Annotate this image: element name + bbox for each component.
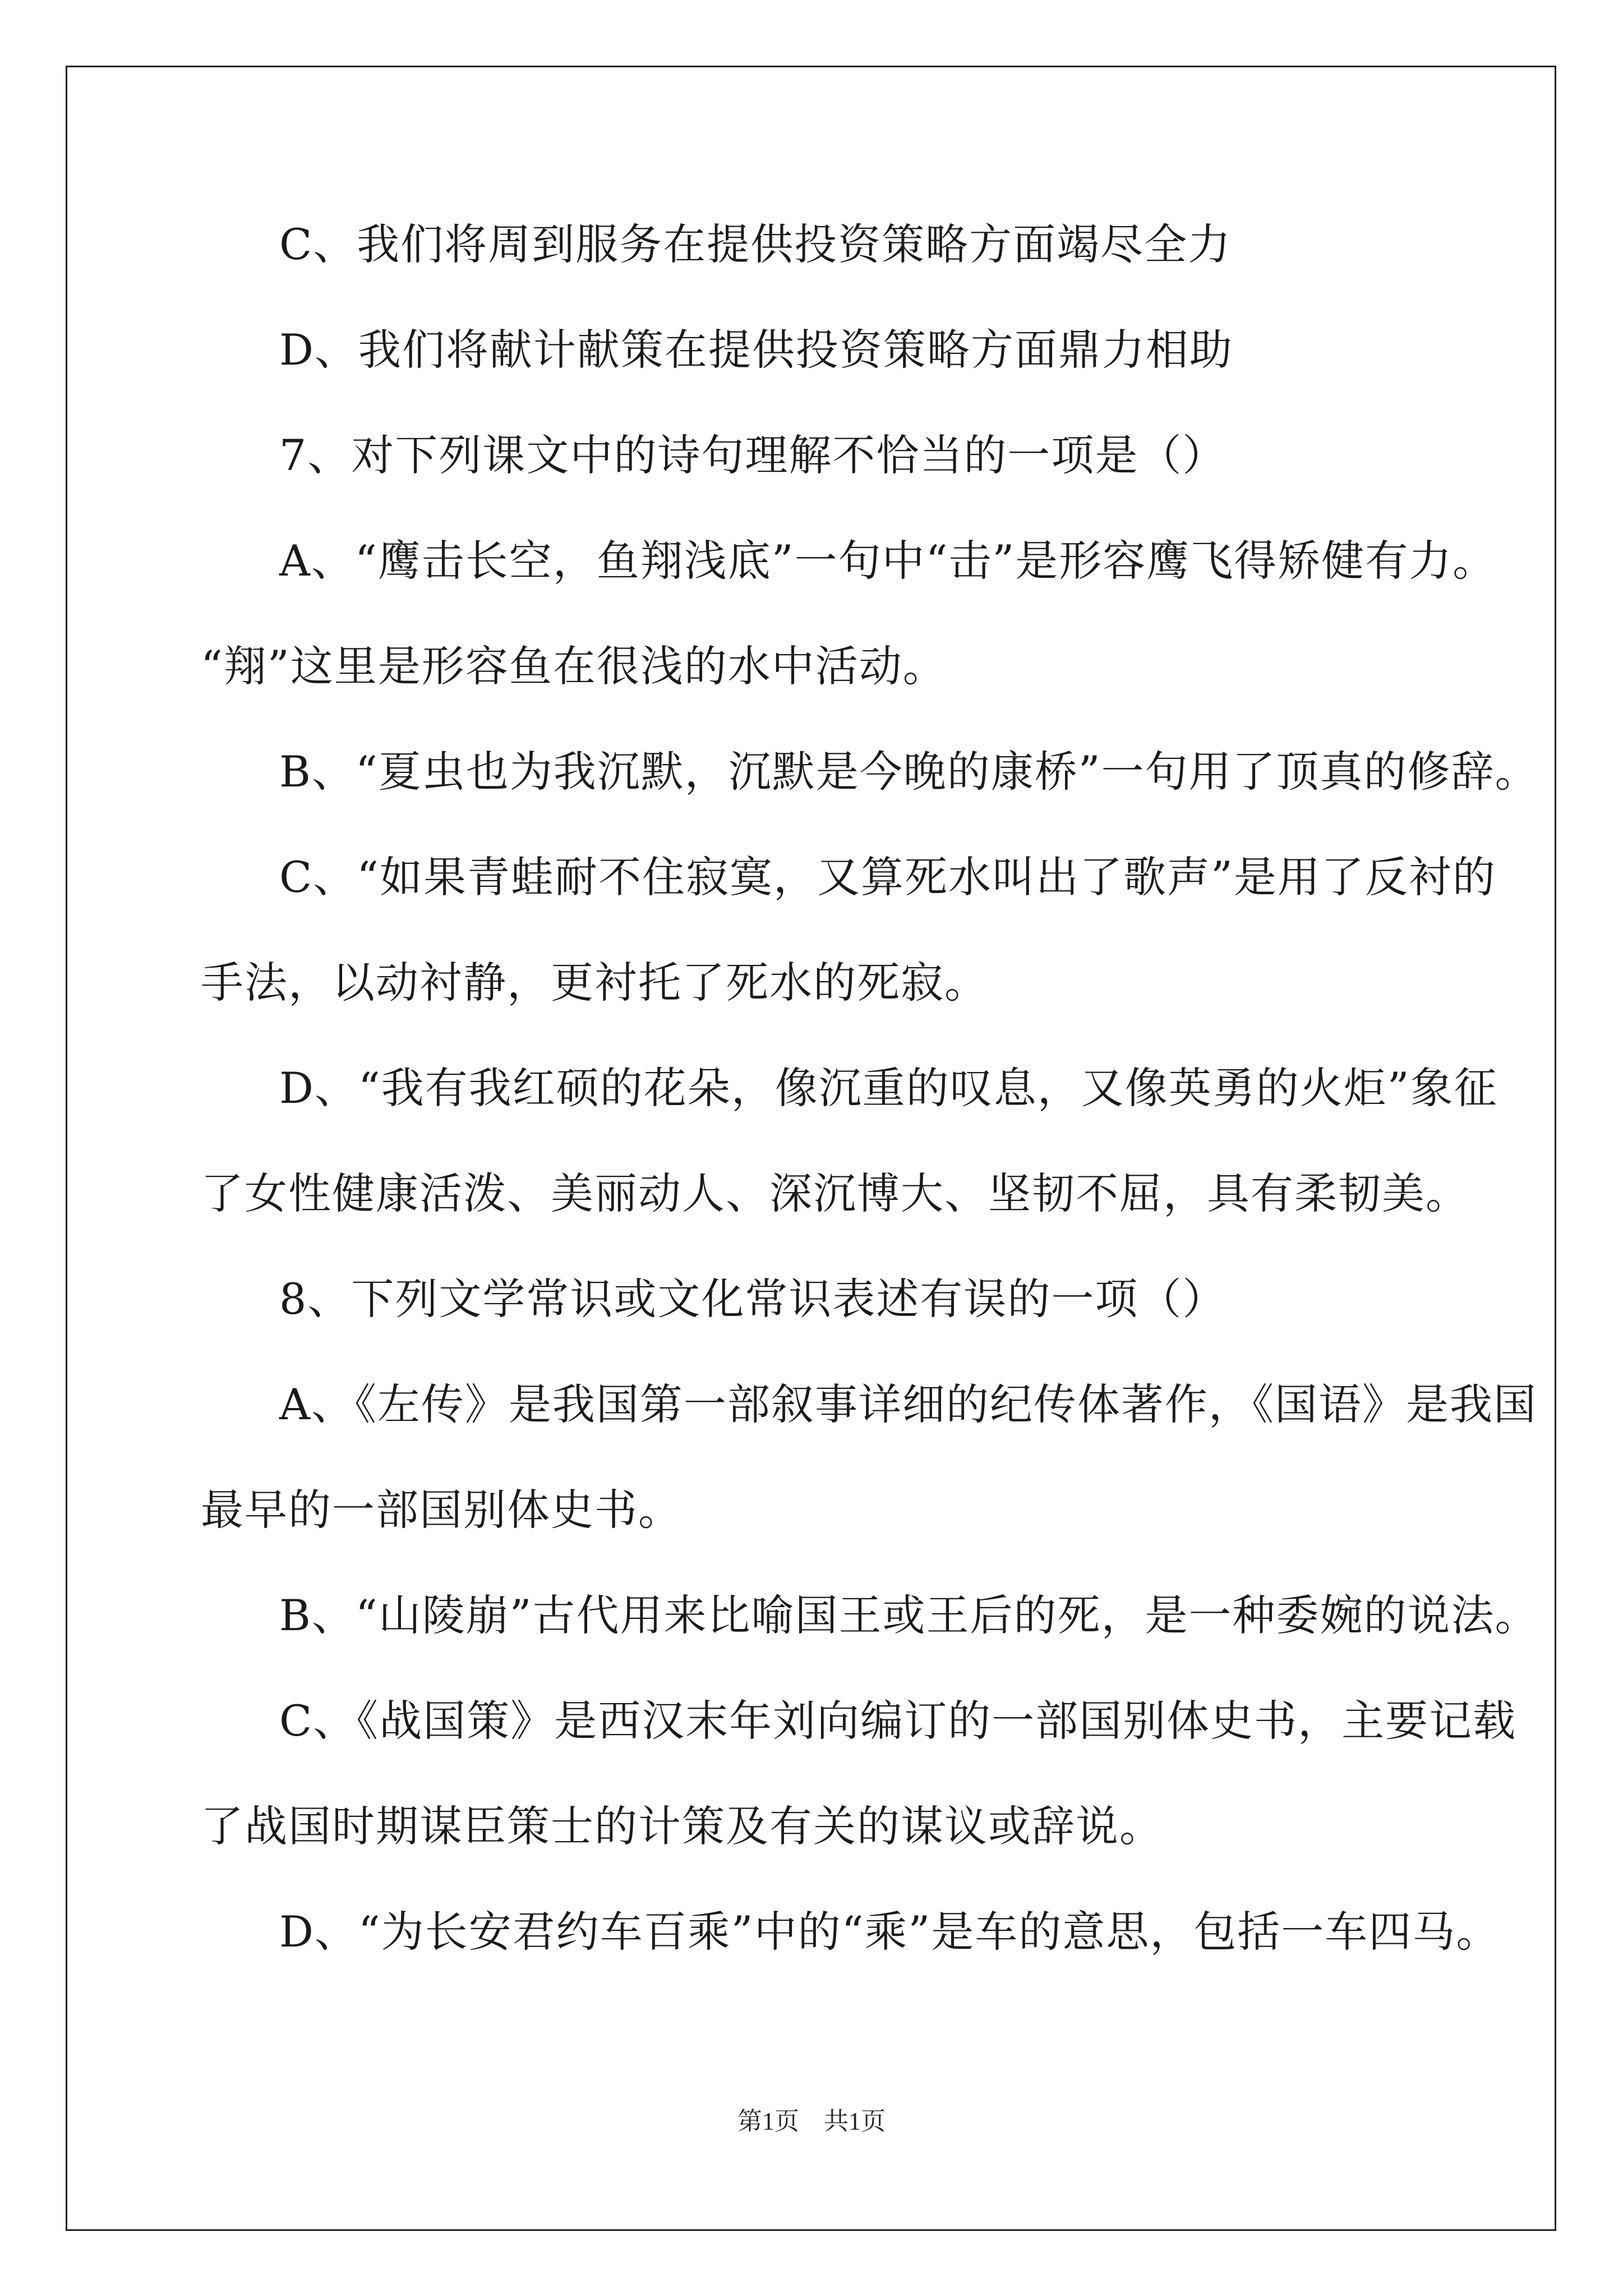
option-d-q7-cont: 了女性健康活泼、美丽动人、深沉博大、坚韧不屈，具有柔韧美。 bbox=[201, 1168, 1469, 1218]
question-8: 8、下列文学常识或文化常识表述有误的一项（） bbox=[279, 1274, 1227, 1324]
option-a-q8: A、《左传》是我国第一部叙事详细的纪传体著作，《国语》是我国 bbox=[279, 1379, 1537, 1429]
option-b-q8: B、“山陵崩”古代用来比喻国王或王后的死，是一种委婉的说法。 bbox=[279, 1590, 1539, 1640]
option-a-q7-cont: “翔”这里是形容鱼在很浅的水中活动。 bbox=[201, 641, 947, 691]
question-7: 7、对下列课文中的诗句理解不恰当的一项是（） bbox=[279, 430, 1227, 480]
option-a-q8-cont: 最早的一部国别体史书。 bbox=[201, 1485, 682, 1535]
option-c-q7: C、“如果青蛙耐不住寂寞，又算死水叫出了歌声”是用了反衬的 bbox=[279, 852, 1496, 902]
option-a-q7: A、“鹰击长空，鱼翔浅底”一句中“击”是形容鹰飞得矫健有力。 bbox=[279, 536, 1497, 586]
option-c-q8: C、《战国策》是西汉末年刘向编订的一部国别体史书，主要记载 bbox=[279, 1696, 1517, 1746]
option-d-q8: D、“为长安君约车百乘”中的“乘”是车的意思，包括一车四马。 bbox=[279, 1907, 1500, 1957]
option-d-q7: D、“我有我红硕的花朵，像沉重的叹息，又像英勇的火炬”象征 bbox=[279, 1063, 1498, 1113]
option-c-q7-cont: 手法，以动衬静，更衬托了死水的死寂。 bbox=[201, 958, 988, 1007]
option-d-q6: D、我们将献计献策在提供投资策略方面鼎力相助 bbox=[279, 325, 1233, 375]
option-b-q7: B、“夏虫也为我沉默，沉默是今晚的康桥”一句用了顶真的修辞。 bbox=[279, 747, 1539, 797]
page-number: 第1页 共1页 bbox=[737, 2108, 886, 2135]
option-c-q6: C、我们将周到服务在提供投资策略方面竭尽全力 bbox=[279, 219, 1232, 269]
option-c-q8-cont: 了战国时期谋臣策士的计策及有关的谋议或辞说。 bbox=[201, 1801, 1163, 1851]
